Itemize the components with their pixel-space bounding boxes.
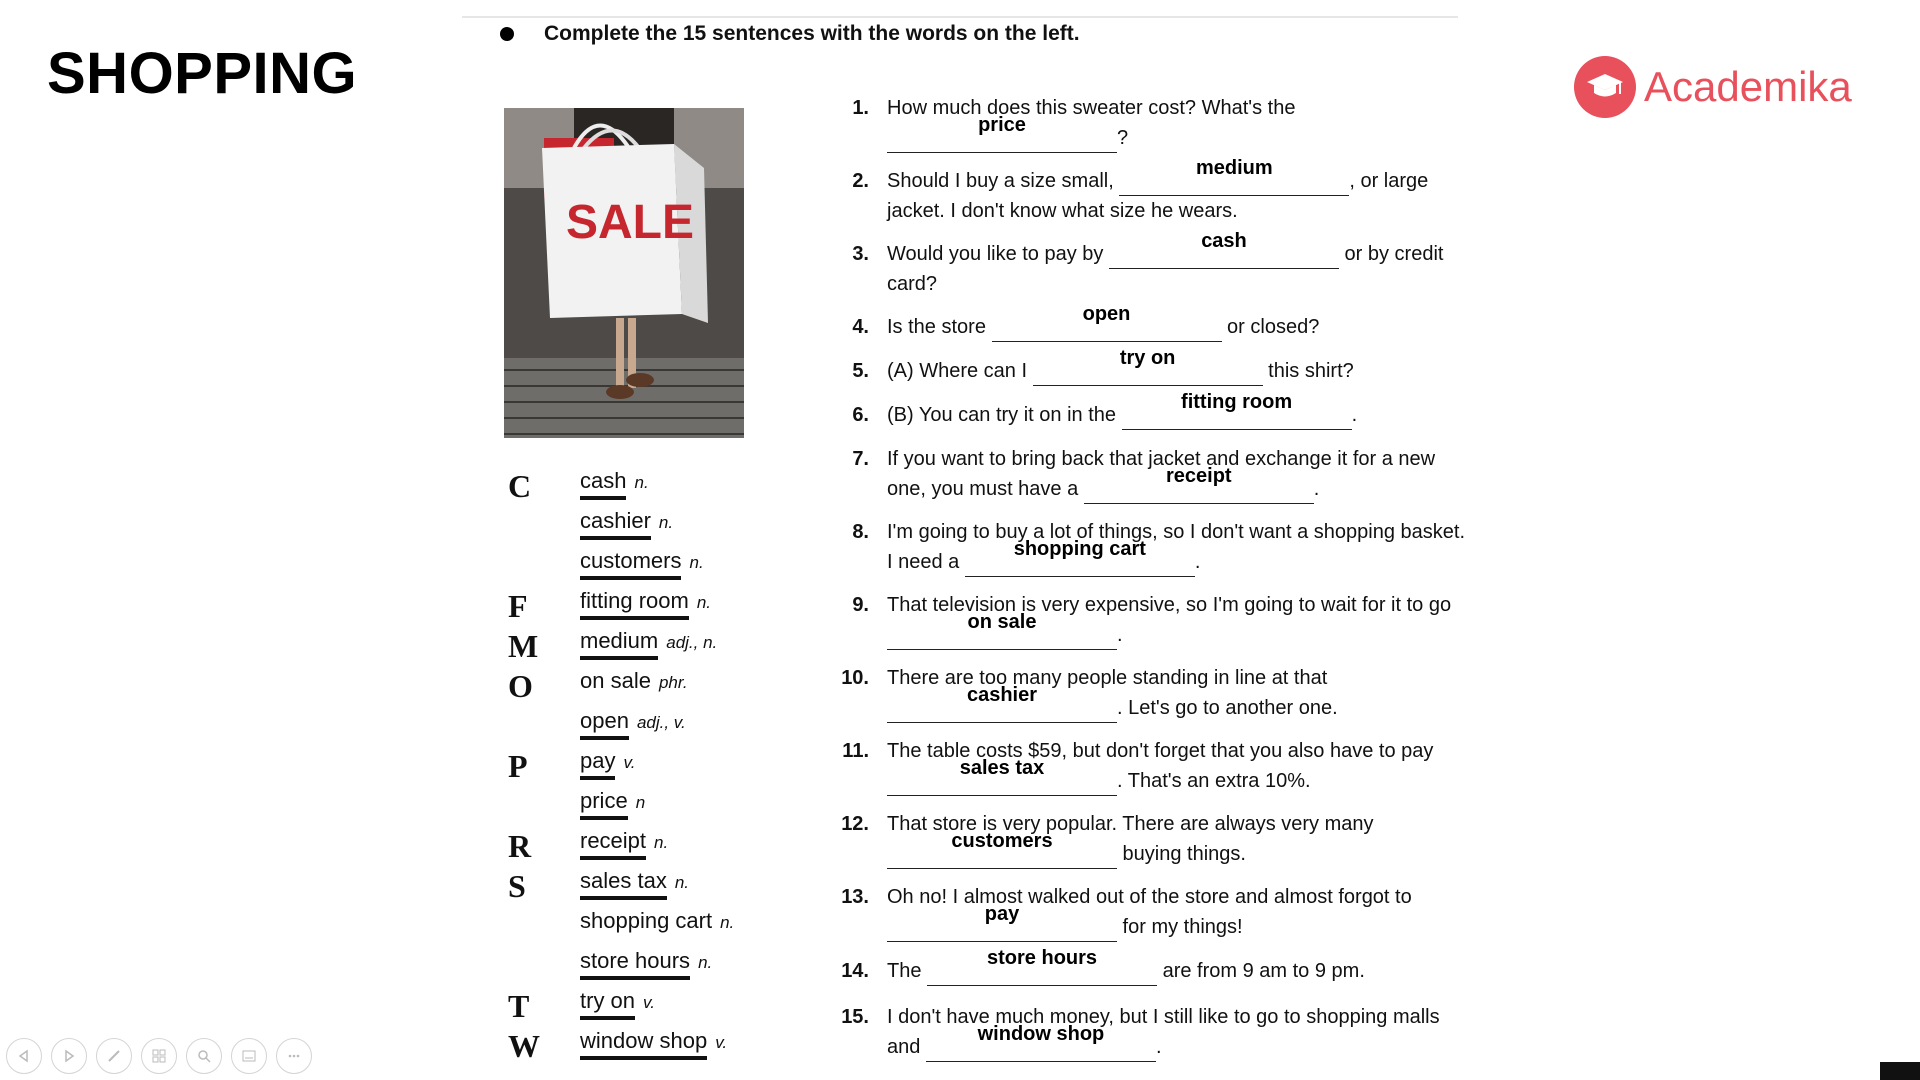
word-bank-entry	[580, 588, 711, 620]
word-bank-item	[508, 866, 798, 906]
word-bank-letter: O	[508, 668, 533, 704]
answer-blank	[1033, 347, 1263, 386]
word-bank-term: window shop	[580, 1028, 707, 1060]
sentence-before: Should I buy a size small,	[887, 170, 1120, 192]
sentence-before: That store is very popular. There are always very many	[887, 813, 1374, 835]
sentence-after: .	[1155, 1036, 1162, 1058]
sentence-after: or closed?	[1221, 316, 1320, 338]
word-bank-pos: n.	[698, 953, 713, 972]
word-bank-pos: n.	[720, 913, 735, 932]
sentence-text	[887, 882, 1467, 942]
pen-icon[interactable]	[96, 1038, 132, 1074]
sale-bag-photo	[504, 108, 744, 438]
sentence-text	[887, 230, 1467, 299]
answer-blank	[887, 114, 1117, 153]
sentence-number: 9.	[852, 594, 869, 616]
sentence-number: 15.	[841, 1006, 869, 1028]
sentence-before: (A) Where can I	[887, 360, 1033, 382]
word-bank-letter: R	[508, 828, 532, 864]
answer-text: open	[1082, 303, 1131, 325]
word-bank-term: store hours	[580, 948, 690, 980]
worksheet	[462, 0, 1465, 1080]
word-bank-item	[508, 986, 798, 1026]
answer-blank	[965, 538, 1195, 577]
sentence-before: (B) You can try it on in the	[887, 404, 1122, 426]
bullet-icon	[500, 27, 514, 41]
sentence-after: .	[1117, 624, 1123, 646]
word-bank-pos: n.	[654, 833, 669, 852]
answer-text: fitting room	[1181, 391, 1293, 413]
answer-text: store hours	[987, 947, 1098, 969]
sentence-text	[887, 517, 1467, 577]
word-bank-pos: adj., v.	[636, 713, 686, 732]
word-bank-item	[508, 786, 798, 826]
sentence-number: 2.	[852, 170, 869, 192]
bag-sale-text: SALE	[565, 196, 695, 249]
word-bank-pos: phr.	[658, 673, 688, 692]
sentence-text	[887, 663, 1467, 723]
word-bank-term: sales tax	[580, 868, 667, 900]
word-bank-pos: n	[635, 793, 646, 812]
more-icon[interactable]	[276, 1038, 312, 1074]
sentence-number: 12.	[841, 813, 869, 835]
sentence-before: How much does this sweater cost? What's the	[887, 97, 1296, 119]
word-bank-entry	[580, 508, 673, 540]
sentence-before: The	[887, 960, 928, 982]
word-bank-entry	[580, 628, 717, 660]
word-bank-entry	[580, 868, 689, 900]
sentence-before: There are too many people standing in line at that	[887, 667, 1328, 689]
graduation-cap-icon	[1574, 56, 1636, 118]
word-bank-item	[508, 746, 798, 786]
word-bank-term: shopping cart	[580, 908, 713, 933]
answer-text: cash	[1201, 230, 1247, 252]
word-bank	[508, 460, 798, 1070]
sentence-after: .	[1194, 551, 1201, 573]
sentence-after: . Let's go to another one.	[1117, 697, 1338, 719]
sentence-before: That television is very expensive, so I'm going to wait for it to go	[887, 594, 1452, 616]
sentence-after: are from 9 am to 9 pm.	[1157, 960, 1365, 982]
word-bank-term: customers	[580, 548, 681, 580]
sentence-after: .	[1351, 404, 1358, 426]
word-bank-pos: adj., n.	[666, 633, 718, 652]
word-bank-pos: n.	[689, 553, 704, 572]
sentence-text	[887, 947, 1467, 986]
sentence-number: 1.	[852, 97, 869, 119]
sentence-number: 13.	[841, 886, 869, 908]
answer-blank	[1119, 157, 1349, 196]
answer-blank	[887, 611, 1117, 650]
word-bank-entry	[580, 548, 704, 580]
word-bank-entry	[580, 948, 712, 980]
sentence-before: I don't have much money, but I still like to go to shopping malls and	[887, 1006, 1440, 1058]
word-bank-letter: P	[508, 748, 528, 784]
word-bank-letter: W	[508, 1028, 540, 1064]
sentence-text	[887, 303, 1467, 342]
word-bank-term: open	[580, 708, 629, 740]
zoom-icon[interactable]	[186, 1038, 222, 1074]
answer-text: pay	[984, 903, 1020, 925]
word-bank-pos: n.	[658, 513, 674, 532]
word-bank-pos: v.	[643, 993, 655, 1012]
sentence-before: I'm going to buy a lot of things, so I don't want a shopping basket. I need a	[887, 521, 1465, 573]
word-bank-term: price	[580, 788, 628, 820]
word-bank-entry	[580, 748, 635, 780]
sentence-after: buying things.	[1117, 843, 1246, 865]
previous-icon[interactable]	[6, 1038, 42, 1074]
word-bank-item	[508, 466, 798, 506]
sentence-before: Would you like to pay by	[887, 243, 1109, 265]
sentence-after: this shirt?	[1262, 360, 1354, 382]
sentence-number: 5.	[852, 360, 869, 382]
sentence-text	[887, 93, 1467, 153]
answer-text: customers	[951, 830, 1053, 852]
sentence-before: Is the store	[887, 316, 992, 338]
sentence-before: Oh no! I almost walked out of the store and almost forgot to	[887, 886, 1412, 908]
sentence-number: 14.	[841, 960, 869, 982]
word-bank-pos: v.	[623, 753, 636, 772]
slides-grid-icon[interactable]	[141, 1038, 177, 1074]
sentence-after: . That's an extra 10%.	[1117, 770, 1311, 792]
sentence-text	[887, 157, 1467, 226]
answer-text: on sale	[967, 611, 1037, 633]
word-bank-entry	[580, 468, 649, 500]
word-bank-term: receipt	[580, 828, 646, 860]
subtitles-icon[interactable]	[231, 1038, 267, 1074]
instruction-text: Complete the 15 sentences with the words on the left.	[544, 22, 1080, 45]
sentence-text	[887, 809, 1467, 869]
word-bank-item	[508, 506, 798, 546]
word-bank-pos: n.	[674, 873, 690, 892]
sentence-after: for my things!	[1117, 916, 1243, 938]
word-bank-entry	[580, 828, 668, 860]
word-bank-item	[508, 1026, 798, 1066]
word-bank-item	[508, 946, 798, 986]
sentence-text	[887, 1002, 1467, 1062]
answer-text: try on	[1119, 347, 1176, 369]
sentence-text	[887, 444, 1467, 504]
answer-blank	[1109, 230, 1339, 269]
presentation-toolbar	[6, 1038, 312, 1074]
answer-blank	[927, 947, 1157, 986]
word-bank-term: try on	[580, 988, 635, 1020]
answer-text: receipt	[1166, 465, 1232, 487]
word-bank-item	[508, 666, 798, 706]
word-bank-entry	[580, 908, 734, 936]
sentence-after: .	[1313, 478, 1320, 500]
answer-text: window shop	[977, 1023, 1105, 1045]
sentence-number: 7.	[852, 448, 869, 470]
word-bank-term: medium	[580, 628, 658, 660]
answer-text: price	[978, 114, 1026, 136]
sentence-number: 10.	[841, 667, 869, 689]
word-bank-pos: n.	[634, 473, 649, 492]
answer-text: medium	[1196, 157, 1273, 179]
answer-blank	[1084, 465, 1314, 504]
word-bank-item	[508, 906, 798, 946]
sentence-number: 8.	[852, 521, 869, 543]
sentence-before: The table costs $59, but don't forget that you also have to pay	[887, 740, 1434, 762]
word-bank-pos: v.	[715, 1033, 728, 1052]
word-bank-term: cashier	[580, 508, 651, 540]
answer-blank	[887, 903, 1117, 942]
sentence-after: , or large jacket. I don't know what size he wears.	[887, 170, 1429, 222]
answer-blank	[926, 1023, 1156, 1062]
answer-blank	[1122, 391, 1352, 430]
word-bank-letter: C	[508, 468, 532, 504]
slide-title: SHOPPING	[47, 41, 358, 106]
answer-blank	[887, 684, 1117, 723]
word-bank-letter: M	[508, 628, 539, 664]
word-bank-entry	[580, 788, 645, 820]
word-bank-term: fitting room	[580, 588, 689, 620]
answer-blank	[992, 303, 1222, 342]
sentence-after: ?	[1117, 127, 1129, 149]
word-bank-item	[508, 706, 798, 746]
word-bank-item	[508, 586, 798, 626]
top-divider	[462, 16, 1458, 18]
instruction	[500, 22, 1080, 46]
word-bank-entry	[580, 668, 688, 696]
word-bank-term: cash	[580, 468, 626, 500]
sentence-before: If you want to bring back that jacket and exchange it for a new one, you must have a	[887, 448, 1436, 500]
answer-blank	[887, 757, 1117, 796]
word-bank-term: pay	[580, 748, 615, 780]
word-bank-letter: S	[508, 868, 526, 904]
sentence-text	[887, 590, 1467, 650]
corner-block	[1880, 1062, 1920, 1080]
next-icon[interactable]	[51, 1038, 87, 1074]
sentence-text	[887, 391, 1467, 430]
answer-text: sales tax	[959, 757, 1045, 779]
answer-text: cashier	[966, 684, 1038, 706]
word-bank-item	[508, 626, 798, 666]
word-bank-letter: T	[508, 988, 530, 1024]
sentence-text	[887, 347, 1467, 386]
sentence-number: 4.	[852, 316, 869, 338]
word-bank-pos: n.	[696, 593, 712, 612]
word-bank-item	[508, 826, 798, 866]
answer-blank	[887, 830, 1117, 869]
sentence-after: or by credit card?	[887, 243, 1444, 295]
sentence-number: 6.	[852, 404, 869, 426]
word-bank-term: on sale	[580, 668, 651, 693]
sentence-number: 11.	[842, 740, 869, 762]
brand-name: Academika	[1644, 63, 1852, 110]
word-bank-letter: F	[508, 588, 528, 624]
word-bank-entry	[580, 1028, 727, 1060]
word-bank-entry	[580, 708, 686, 740]
answer-text: shopping cart	[1013, 538, 1146, 560]
sentence-number: 3.	[852, 243, 869, 265]
brand-logo	[1574, 55, 1852, 119]
sentence-text	[887, 736, 1467, 796]
word-bank-entry	[580, 988, 655, 1020]
word-bank-item	[508, 546, 798, 586]
